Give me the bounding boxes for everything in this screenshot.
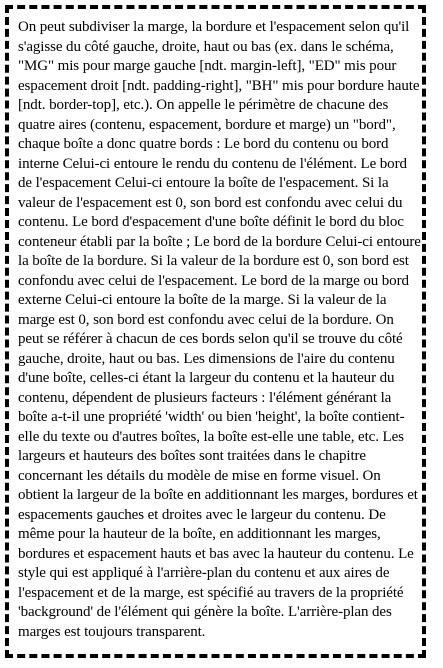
dashed-border-box <box>5 5 426 658</box>
body-paragraph: On peut subdiviser la marge, la bordure et l'espacement selon qu'il s'agisse du côté gauche, droite, haut ou bas (ex. dans le schéma, "MG" mis pour marge gauche [ndt. margin-left], "ED" mis pour espacement droit [ndt. padding-right], "BH" mis pour bordure haute [ndt. border-top], etc.). On appelle le périmètre de chacune des quatre aires (contenu, espacement, bordure et marge) un "bord", chaque boîte a donc quatre bords : Le bord du contenu ou bord interne Celui-ci entoure le rendu du contenu de l'élément. Le bord de l'espacement Celui-ci entoure la boîte de l'espacement. Si la valeur de l'espacement est 0, son bord est confondu avec celui du contenu. Le bord d'espacement d'une boîte définit le bord du bloc conteneur établi par la boîte ; Le bord de la bordure Celui-ci entoure la boîte de la bordure. Si la valeur de la bordure est 0, son bord est confondu avec celui de l'espacement. Le bord de la marge ou bord externe Celui-ci entoure la boîte de la marge. Si la valeur de la marge est 0, son bord est confondu avec celui de la bordure. On peut se référer à chacun de ces bords selon qu'il se trouve du côté gauche, droite, haut ou bas. Les dimensions de l'aire du contenu d'une boîte, celles-ci étant la largeur du contenu et la hauteur du contenu, dépendent de plusieurs facteurs : l'élément générant la boîte a-t-il une propriété 'width' ou bien 'height', la boîte contient-elle du texte ou d'autres boîtes, la boîte est-elle une table, etc. Les largeurs et hauteurs des boîtes sont traitées dans le chapitre concernant les détails du modèle de mise en forme visuel. On obtient la largeur de la boîte en additionnant les marges, bordures et espacements gauches et droites avec le largeur du contenu. De même pour la hauteur de la boîte, en additionnant les marges, bordures et espacement hauts et bas avec la hauteur du contenu. Le style qui est appliqué à l'arrière-plan du contenu et aux aires de l'espacement et de la marge, est spécifié au travers de la propriété 'background' de l'élément qui génère la boîte. L'arrière-plan des marges est toujours transparent. <box>18 19 421 640</box>
